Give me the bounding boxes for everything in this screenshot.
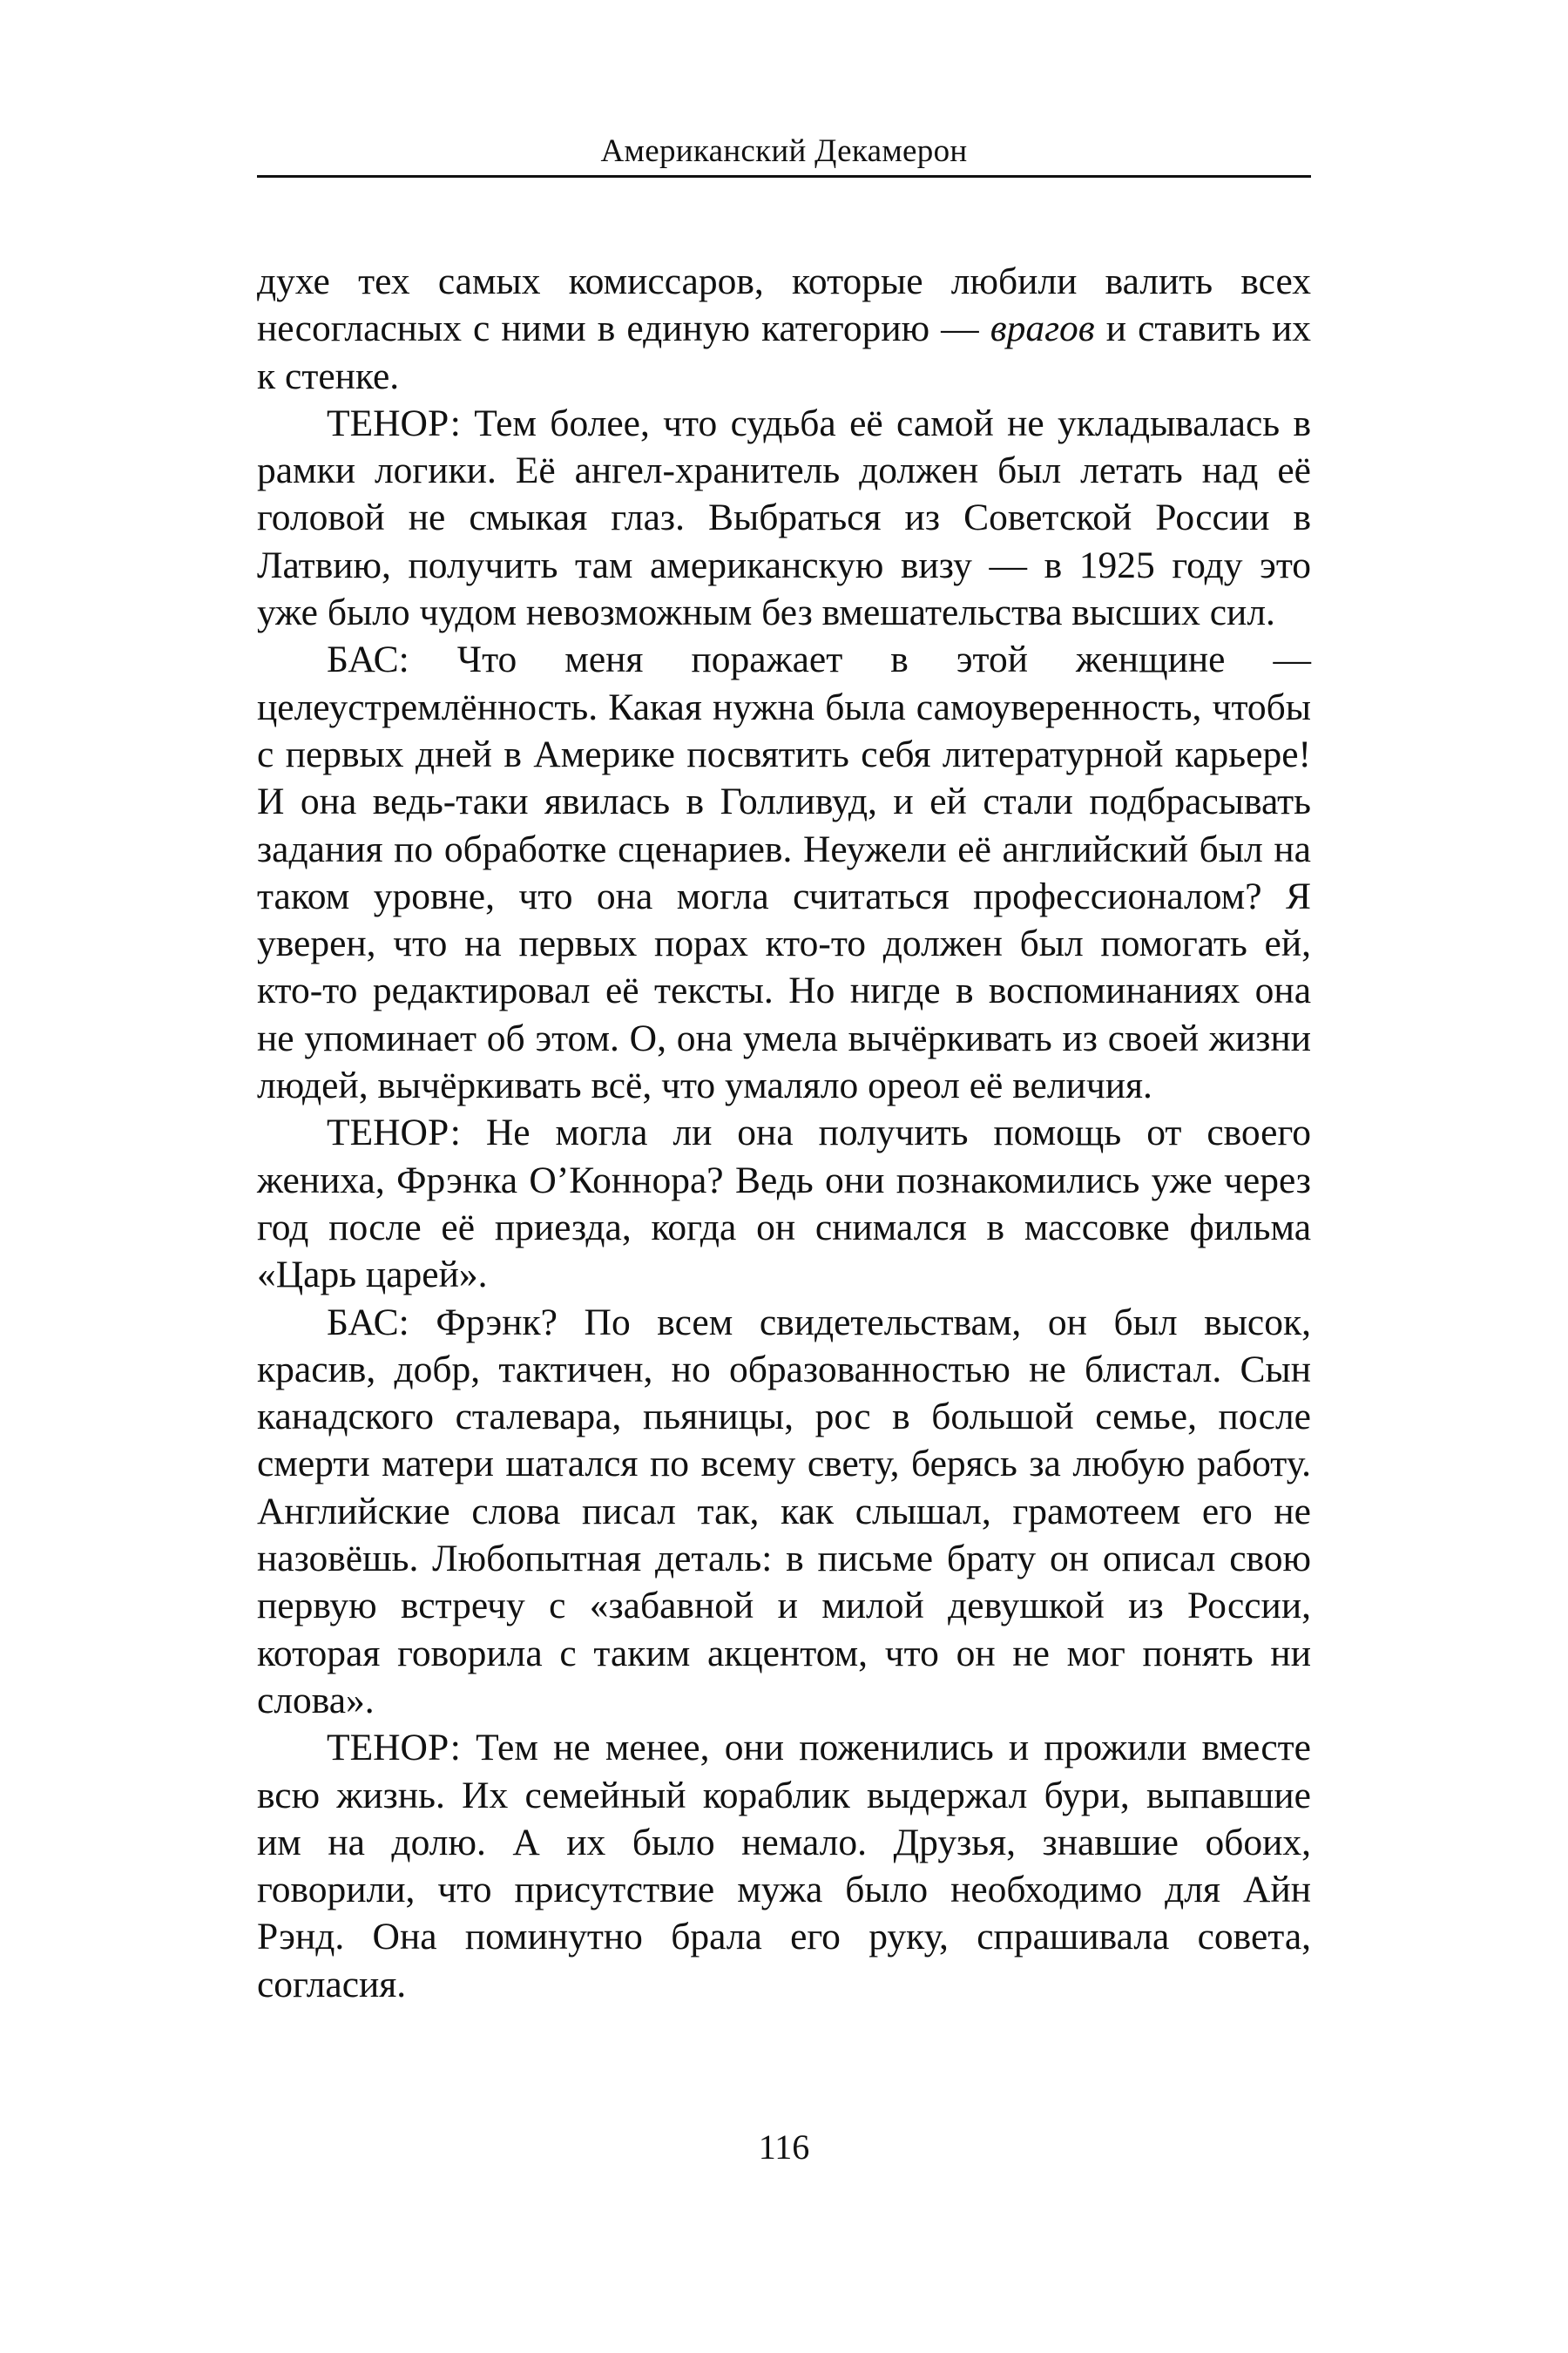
paragraph-continuation <box>257 258 1311 400</box>
header-rule <box>257 175 1311 178</box>
running-header: Американский Декамерон <box>600 133 968 169</box>
paragraph-tenor-1: ТЕНОР: Тем более, что судьба её самой не укладывалась в рамки логики. Её ангел-хранитель должен был летать над её головой не смыкая глаз. Выбраться из Советской России в Латвию, получить там американскую визу — в 1925 году это уже было чудом невозможным без вмешательства высших сил. <box>257 402 1311 634</box>
paragraph-bass-2: БАС: Фрэнк? По всем свидетельствам, он был высок, красив, добр, тактичен, но образованностью не блистал. Сын канадского сталевара, пьяницы, рос в большой семье, после смерти матери шатался по всему свету, берясь за любую работу. Английские слова писал так, как слышал, грамотеем его не назовёшь. Любопытная деталь: в письме брату он описал свою первую встречу с «забавной и милой девушкой из России, которая говорила с таким акцентом, что он не мог понять ни слова». <box>257 1301 1311 1721</box>
body-text <box>257 258 1311 2008</box>
italic-word-enemies: врагов <box>990 308 1095 350</box>
paragraph-tenor-3: ТЕНОР: Тем не менее, они поженились и прожили вместе всю жизнь. Их семейный кораблик выдержал бури, выпавшие им на долю. А их было немало. Друзья, знавшие обоих, говорили, что присутствие мужа было необходимо для Айн Рэнд. Она поминутно брала его руку, спрашивала совета, согласия. <box>257 1727 1311 2005</box>
paragraph-continuation-start: духе тех самых комиссаров, которые любили валить всех несогласных с ними в единую категорию — <box>257 260 1311 350</box>
paragraph-bass-1: БАС: Что меня поражает в этой женщине — целеустремлённость. Какая нужна была самоуверенность, чтобы с первых дней в Америке посвятить себя литературной карьере! И она ведь-таки явилась в Голливуд, и ей стали подбрасывать задания по обработке сценариев. Неужели её английский был на таком уровне, что она могла считаться профессионалом? Я уверен, что на первых порах кто-то должен был помогать ей, кто-то редактировал её тексты. Но нигде в воспоминаниях она не упоминает об этом. О, она умела вычёркивать из своей жизни людей, вычёркивать всё, что умаляло ореол её величия. <box>257 639 1311 1107</box>
paragraph-tenor-2: ТЕНОР: Не могла ли она получить помощь от своего жениха, Фрэнка О’Коннора? Ведь они познакомились уже через год после её приезда, когда он снимался в массовке фильма «Царь царей». <box>257 1112 1311 1296</box>
paragraph-continuation-end: и ставить их к стенке. <box>257 308 1311 397</box>
page-number: 116 <box>758 2127 810 2167</box>
